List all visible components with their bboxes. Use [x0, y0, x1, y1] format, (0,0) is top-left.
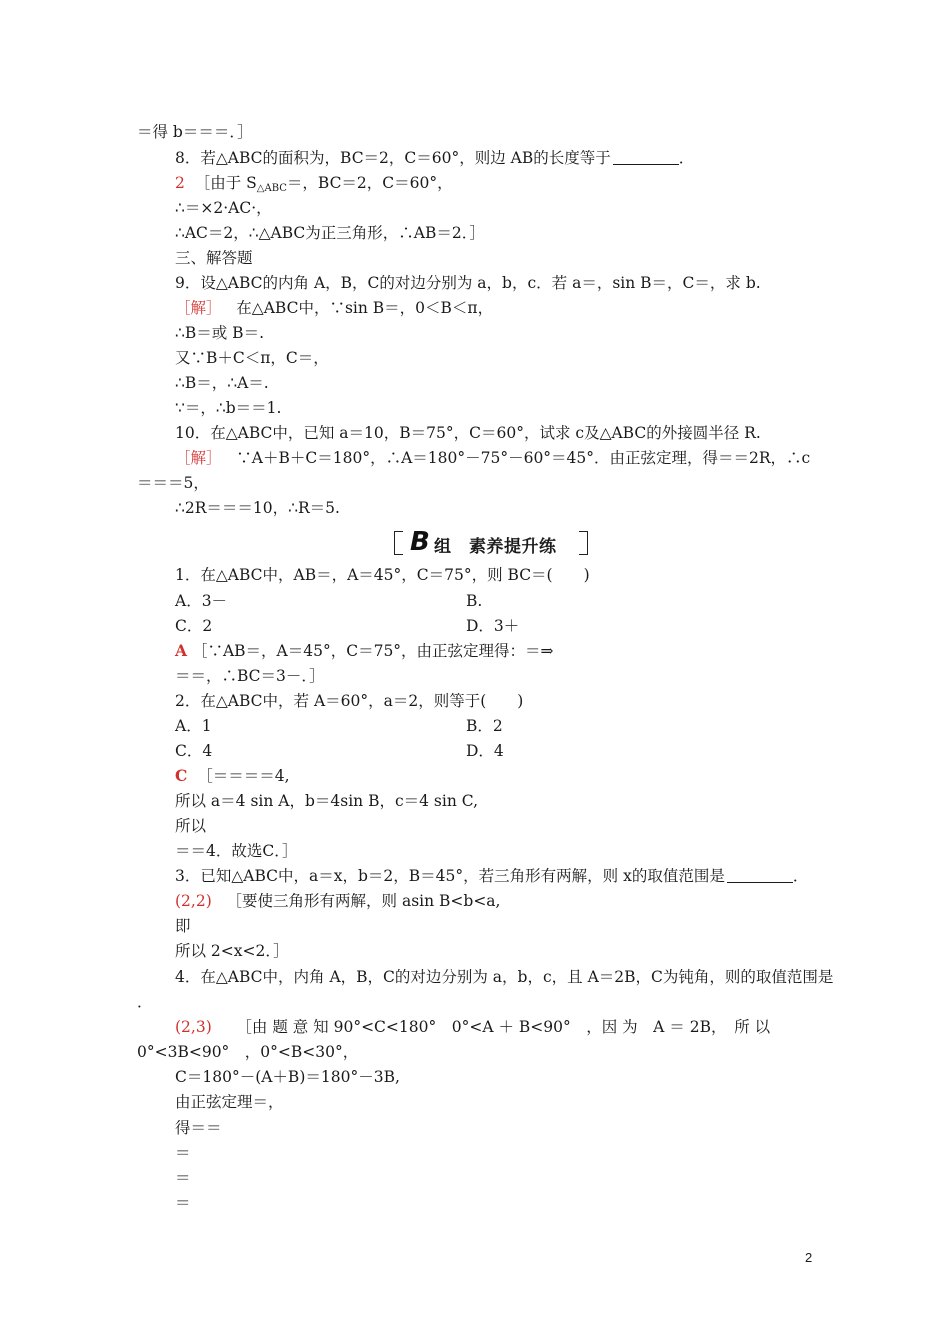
- question-1: 1．在△ABC中，AB＝，A＝45°，C＝75°，则 BC＝( ): [175, 566, 590, 584]
- heading-letter: B: [410, 527, 430, 557]
- text-line: ∴＝×2·AC·，: [175, 199, 272, 217]
- option-d: D．4: [466, 742, 504, 760]
- text-line: ＝: [175, 1194, 191, 1212]
- answer-key: (2,2): [175, 892, 212, 910]
- question-text: 8．若△ABC的面积为，BC＝2，C＝60°，则边 AB的长度等于: [175, 149, 611, 167]
- text-line: C＝180°－(A＋B)＝180°－3B,: [175, 1068, 400, 1086]
- solution-tag: ［解］: [175, 449, 222, 467]
- text-line: ∴B＝或 B＝.: [175, 324, 264, 342]
- answer-1: A ［∵AB＝，A＝45°，C＝75°，由正弦定理得：＝⇒: [175, 641, 554, 660]
- answer-2: C ［＝＝＝＝4,: [175, 766, 290, 785]
- text-line: ∴AC＝2，∴△ABC为正三角形，∴AB＝2．］: [175, 224, 485, 242]
- text-line: 所以 a＝4 sin A，b＝4sin B，c＝4 sin C,: [175, 792, 478, 810]
- text-line: ＝＝＝5，: [137, 474, 209, 492]
- solution-line: ［解］ 在△ABC中，∵sin B＝，0＜B＜π，: [175, 299, 494, 317]
- section-heading: [394, 527, 588, 557]
- answer-key: C: [175, 766, 188, 785]
- section-title: 三、解答题: [175, 249, 253, 267]
- answer-key: 2: [175, 174, 185, 192]
- page-number: 2: [805, 1250, 813, 1265]
- answer-key: (2,3): [175, 1018, 212, 1036]
- text-line: 得＝＝: [175, 1119, 222, 1137]
- solution-tag: ［解］: [175, 299, 222, 317]
- option-a: A．3－: [175, 592, 228, 610]
- text-line: ∴2R＝＝＝10，∴R＝5.: [175, 499, 340, 517]
- bracket-left: [394, 531, 403, 555]
- bracket-right: [579, 531, 588, 555]
- text-line: ＝＝4．故选C．］: [175, 842, 298, 860]
- text-line: ．: [137, 993, 153, 1011]
- option-a: A．1: [175, 717, 212, 735]
- answer-blank: [613, 150, 679, 165]
- text-line: 由正弦定理＝，: [175, 1093, 284, 1111]
- text-line: ＝得 b＝＝＝．］: [137, 123, 253, 141]
- question-8: 8．若△ABC的面积为，BC＝2，C＝60°，则边 AB的长度等于 ．: [175, 149, 695, 167]
- option-b: B.: [466, 592, 483, 610]
- option-c: C．2: [175, 617, 213, 635]
- solution-line: ［解］ ∵A＋B＋C＝180°，∴A＝180°－75°－60°＝45°．由正弦定理，得＝＝2R，∴c: [175, 449, 811, 467]
- question-2: 2．在△ABC中，若 A＝60°，a＝2，则等于( ): [175, 692, 524, 710]
- text-line: ∵＝，∴b＝＝1.: [175, 399, 282, 417]
- text-line: ＝＝，∴BC＝3－．］: [175, 667, 325, 685]
- answer-key: A: [175, 641, 188, 660]
- answer-blank: [727, 868, 793, 883]
- question-10: 10．在△ABC中，已知 a＝10，B＝75°，C＝60°，试求 c及△ABC的外接圆半径 R.: [175, 424, 761, 442]
- answer-8: 2 ［由于 $S_{\triangle ABC}=$，BC＝2，C＝60°，: [175, 174, 453, 194]
- text-line: 即: [175, 917, 191, 935]
- text-line: 又∵B＋C＜π，C＝，: [175, 349, 329, 367]
- text-line: ∴B＝，∴A＝.: [175, 374, 269, 392]
- answer-3: (2,2) ［要使三角形有两解，则 asin B<b<a,: [175, 892, 501, 910]
- option-d: D．3＋: [466, 617, 520, 635]
- question-9: 9．设△ABC的内角 A，B，C的对边分别为 a，b，c．若 a＝，sin B＝，C＝，求 b.: [175, 274, 761, 292]
- text-line: 所以 2<x<2．］: [175, 942, 289, 960]
- question-4: 4．在△ABC中，内角 A，B，C的对边分别为 a，b，c，且 A＝2B，C为钝角，则的取值范围是: [175, 968, 834, 986]
- heading-text: 组 素养提升练: [434, 537, 557, 557]
- answer-4: (2,3) ［由 题 意 知 90°<C<180° 0°<A ＋ B<90° ，因 为 A ＝ 2B， 所 以: [175, 1018, 771, 1036]
- text-line: ＝: [175, 1144, 191, 1162]
- text-line: 0°<3B<90° ，0°<B<30°，: [137, 1043, 359, 1061]
- text-line: ＝: [175, 1169, 191, 1187]
- text-line: 所以: [175, 817, 207, 835]
- question-3: 3．已知△ABC中，a＝x，b＝2，B＝45°，若三角形有两解，则 x的取值范围是 ．: [175, 867, 809, 885]
- option-c: C．4: [175, 742, 213, 760]
- option-b: B．2: [466, 717, 503, 735]
